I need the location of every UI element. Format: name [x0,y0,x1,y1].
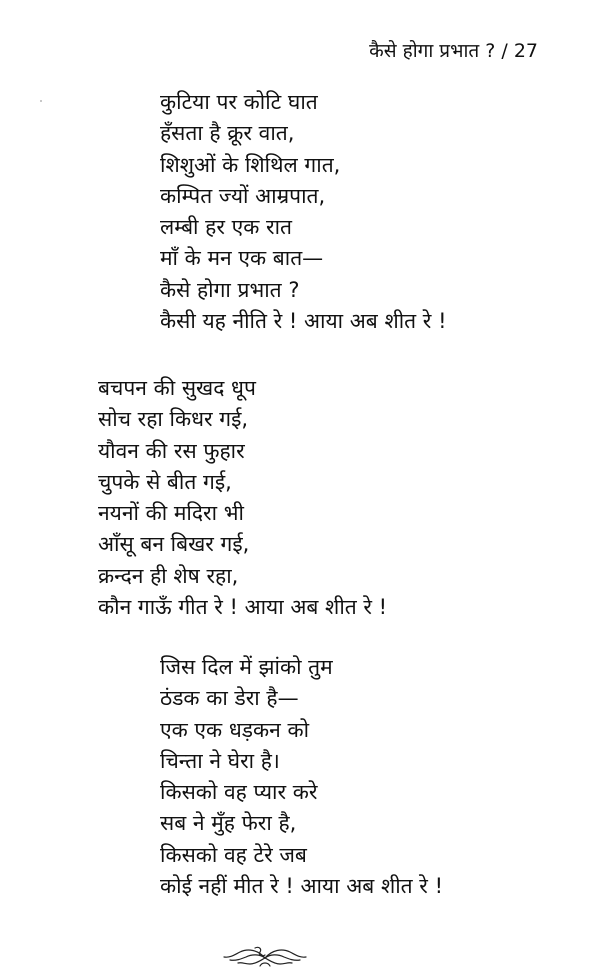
verse-line: हँसता है क्रूर वात, [160,121,295,146]
verse-line: जिस दिल में झांको तुम [160,655,333,679]
verse-line: किसको वह टेरे जब [160,842,307,867]
verse-line: चिन्ता ने घेरा है। [160,748,280,773]
verse-line: शिशुओं के शिथिल गात, [160,152,341,177]
verse-line: आँसू बन बिखर गई, [98,532,250,557]
stanza-1 [160,87,447,337]
verse-line: कम्पित ज्यों आम्रपात, [160,183,326,208]
running-header: कैसे होगा प्रभात ? / 27 [369,40,538,62]
stanza-3 [160,652,443,902]
verse-line: सब ने मुँह फेरा है, [160,811,297,836]
flourish-ornament-icon [222,940,308,970]
verse-line: कुटिया पर कोटि घात [160,90,318,114]
verse-line: किसको वह प्यार करे [160,780,318,805]
verse-refrain: कौन गाऊँ गीत रे ! आया अब शीत रे ! [98,595,388,620]
verse-line: ठंडक का डेरा है— [160,686,299,711]
verse-refrain: कैसी यह नीति रे ! आया अब शीत रे ! [160,309,447,334]
verse-line: क्रन्दन ही शेष रहा, [98,563,239,588]
verse-line: चुपके से बीत गई, [98,469,232,494]
verse-line: लम्बी हर एक रात [160,215,292,240]
verse-refrain: कोई नहीं मीत रे ! आया अब शीत रे ! [160,874,443,899]
stanza-2 [98,373,387,623]
margin-speck [40,100,42,102]
verse-line: सोच रहा किधर गई, [98,407,249,432]
verse-line: बचपन की सुखद धूप [98,376,256,400]
verse-line: नयनों की मदिरा भी [98,501,244,526]
verse-line: यौवन की रस फुहार [98,438,245,463]
verse-line: माँ के मन एक बात— [160,246,324,271]
verse-line: एक एक धड़कन को [160,717,310,742]
verse-line: कैसे होगा प्रभात ? [160,277,300,302]
